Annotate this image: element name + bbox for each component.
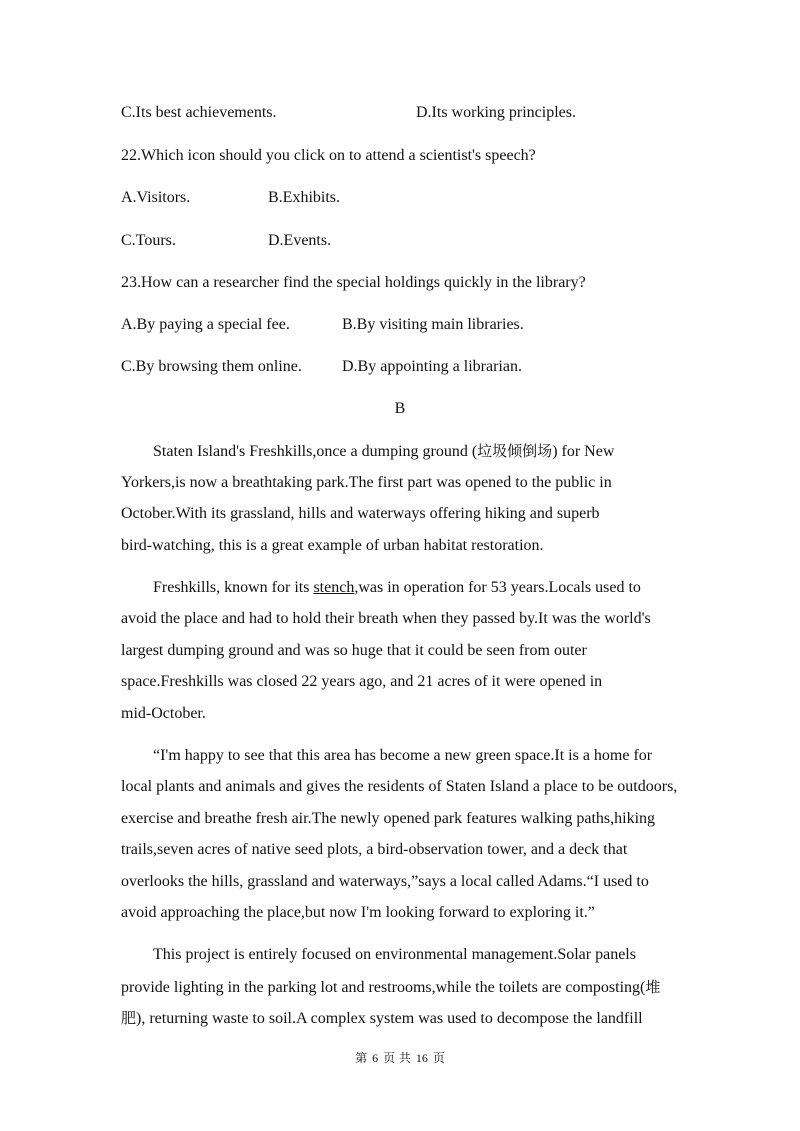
p4-line-2 (121, 977, 660, 998)
p1-line-3: October.With its grassland, hills and waterways offering hiking and superb (121, 505, 600, 522)
p3-line-2: local plants and animals and gives the residents of Staten Island a place to be outdoors, (121, 778, 678, 795)
p1-text-a: Staten Island's Freshkills,once a dumping ground ( (153, 443, 478, 460)
q23-option-c: C.By browsing them online. (121, 358, 302, 375)
p3-line-1: “I'm happy to see that this area has become a new green space.It is a home for (153, 747, 653, 764)
p3-line-3: exercise and breathe fresh air.The newly opened park features walking paths,hiking (121, 810, 656, 827)
section-heading: B (394, 400, 406, 417)
footer-prefix: 第 (355, 1051, 368, 1065)
q22-option-c: C.Tours. (121, 232, 176, 249)
p4-cjk-b: 肥 (121, 1009, 137, 1027)
p2-line-2: avoid the place and had to hold their breath when they passed by.It was the world's (121, 610, 651, 627)
p1-line-2: Yorkers,is now a breathtaking park.The first part was opened to the public in (121, 474, 612, 491)
p2-text-b: ,was in operation for 53 years.Locals used to (354, 579, 641, 596)
p3-line-6: avoid approaching the place,but now I'm looking forward to exploring it.” (121, 904, 595, 921)
page-footer (0, 1050, 800, 1066)
p4-text-a: provide lighting in the parking lot and restrooms,while the toilets are composting( (121, 979, 646, 996)
q21-option-d: D.Its working principles. (416, 104, 576, 121)
footer-mid: 页 共 (383, 1051, 411, 1065)
q22-option-b: B.Exhibits. (268, 189, 341, 206)
q21-option-c: C.Its best achievements. (121, 104, 277, 121)
p2-line-4: space.Freshkills was closed 22 years ago, and 21 acres of it were opened in (121, 673, 603, 690)
p1-text-b: ) for New (552, 443, 615, 460)
p2-text-a: Freshkills, known for its (153, 579, 314, 596)
q23-stem: 23.How can a researcher find the special holdings quickly in the library? (121, 274, 586, 291)
q23-option-a: A.By paying a special fee. (121, 316, 290, 333)
p4-cjk-a: 堆 (645, 978, 661, 996)
footer-page-number: 6 (372, 1051, 379, 1065)
p2-line-3: largest dumping ground and was so huge that it could be seen from outer (121, 642, 587, 659)
p4-line-3 (121, 1008, 643, 1029)
p2-line-5: mid-October. (121, 705, 206, 722)
p1-cjk-gloss: 垃圾倾倒场 (477, 442, 553, 460)
q23-option-b: B.By visiting main libraries. (342, 316, 524, 333)
footer-suffix: 页 (432, 1051, 445, 1065)
p1-line-1 (153, 441, 614, 462)
q22-option-d: D.Events. (268, 232, 332, 249)
p4-text-b: ), returning waste to soil.A complex system was used to decompose the landfill (136, 1010, 643, 1027)
q22-stem: 22.Which icon should you click on to attend a scientist's speech? (121, 147, 536, 164)
p2-line-1 (153, 578, 641, 598)
p1-line-4: bird-watching, this is a great example of urban habitat restoration. (121, 537, 544, 554)
footer-total-pages: 16 (415, 1051, 428, 1065)
p3-line-5: overlooks the hills, grassland and waterways,”says a local called Adams.“I used to (121, 873, 649, 890)
q22-option-a: A.Visitors. (121, 189, 191, 206)
q23-option-d: D.By appointing a librarian. (342, 358, 522, 375)
p4-line-1: This project is entirely focused on environmental management.Solar panels (153, 946, 636, 963)
underlined-word: stench (313, 579, 355, 596)
p3-line-4: trails,seven acres of native seed plots, a bird-observation tower, and a deck that (121, 841, 628, 858)
